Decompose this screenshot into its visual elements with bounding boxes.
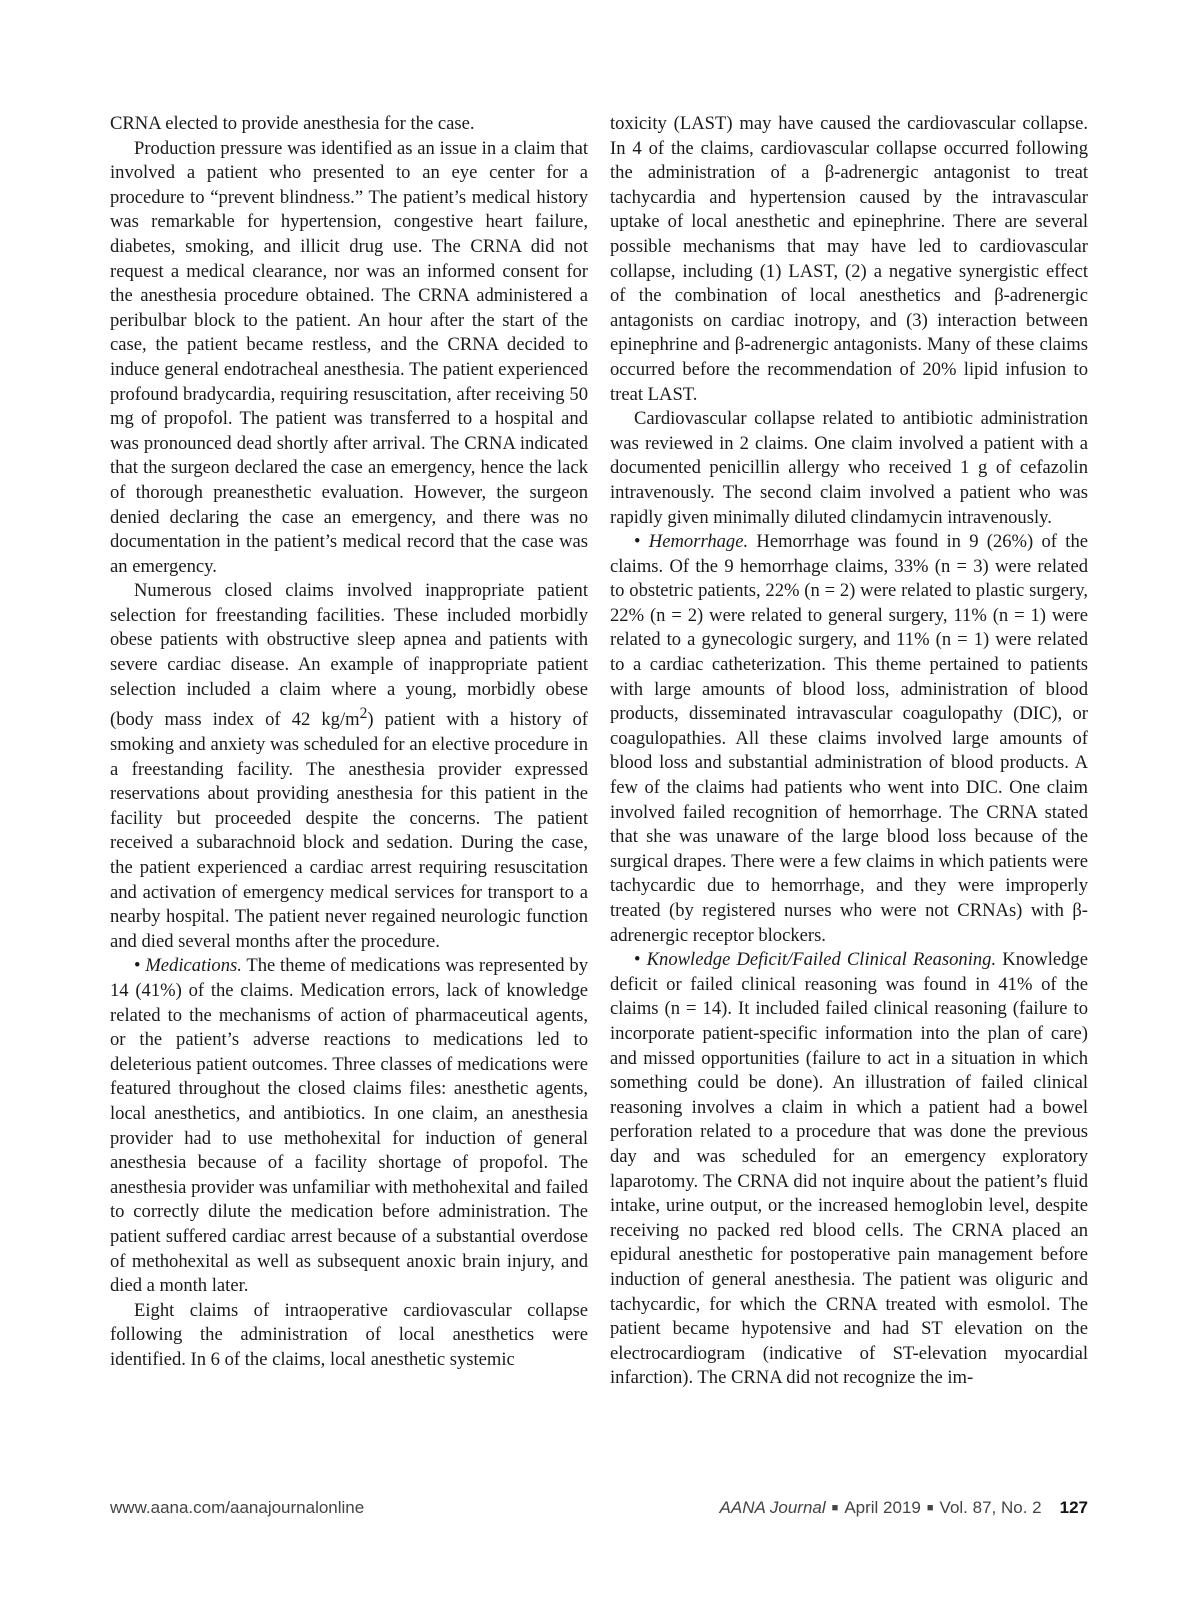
superscript: 2 [359,705,368,723]
paragraph-text: Knowledge deficit or failed clinical reasoning was found in 41% of the claims (n = 14). It included failed clinical reasoning (failure to incorporate patient-specific information into the plan of care) and missed opportunities (failure to act in a situation in which something could be done). An illustration of failed clinical reasoning involves a claim in which a patient had a bowel perforation related to a procedure that was done the previous day and was scheduled for an emergency exploratory laparotomy. The CRNA did not inquire about the patient’s fluid intake, urine output, or the increased hemoglobin level, despite receiving no packed red blood cells. The CRNA placed an epidural anesthetic for postoperative pain management before induction of general anesthesia. The patient was oliguric and tachycardic, for which the CRNA treated with esmolol. The patient became hypotensive and had ST elevation on the electrocardiogram (indicative of ST-elevation myocardial infarction). The CRNA did not recognize the im- [610,949,1088,1389]
journal-url: www.aana.com/aanajournalonline [110,1498,365,1517]
citation [720,1498,1088,1518]
section-heading: Hemorrhage. [648,531,749,553]
volume-issue: Vol. 87, No. 2 [939,1498,1042,1517]
paragraph: Production pressure was identified as an issue in a claim that involved a patient who presented to an eye center for a procedure to “prevent blindness.” The patient’s medical history was remarkable for hypertension, congestive heart failure, diabetes, smoking, and illicit drug use. The CRNA did not request a medical clearance, nor was an informed consent for the anesthesia procedure obtained. The CRNA administered a peribulbar block to the patient. An hour after the start of the case, the patient became restless, and the CRNA decided to induce general endotracheal anesthesia. The patient experienced profound bradycardia, requiring resuscitation, after receiving 50 mg of propofol. The patient was transferred to a hospital and was pronounced dead shortly after arrival. The CRNA indicated that the surgeon declared the case an emergency, hence the lack of thorough preanesthetic evaluation. However, the surgeon denied declaring the case an emergency, and there was no documentation in the patient’s medical record that the case was an emergency. [110,137,588,577]
bullet: • [634,949,647,971]
journal-name: AANA Journal [719,1498,826,1517]
paragraph-medications [110,954,588,1298]
paragraph-knowledge-deficit [610,948,1088,1391]
section-heading: Medications. [145,955,242,977]
paragraph [110,579,588,954]
paragraph-hemorrhage [610,530,1088,948]
paragraph-text: ) patient with a history of smoking and anxiety was scheduled for an elective procedure in a freestanding facility. The anesthesia provider expressed reservations about providing anesthesia for this patient in the facility but proceeded despite the concerns. The patient received a subarachnoid block and sedation. During the case, the patient experienced a cardiac arrest requiring resuscitation and activation of emergency medical services for transport to a nearby hospital. The patient never regained neurologic function and died several months after the procedure. [110,709,588,952]
bullet: • [634,531,649,553]
section-heading: Knowledge Deficit/Failed Clinical Reasoning. [646,949,997,971]
issue-date: April 2019 [844,1498,921,1517]
paragraph-text: Numerous closed claims involved inappropriate patient selection for freestanding facilities. These included morbidly obese patients with obstructive sleep apnea and patients with severe cardiac disease. An example of inappropriate patient selection included a claim where a young, morbidly obese (body mass index of 42 kg/m [110,580,588,731]
paragraph: Cardiovascular collapse related to antibiotic administration was reviewed in 2 claims. One claim involved a patient with a documented penicillin allergy who received 1 g of cefazolin intravenously. The second claim involved a patient who was rapidly given minimally diluted clindamycin intravenously. [610,408,1088,528]
paragraph-text: The theme of medications was represented by 14 (41%) of the claims. Medication errors, lack of knowledge related to the mechanisms of action of pharmaceutical agents, or the patient’s adverse reactions to medications led to deleterious patient outcomes. Three classes of medications were featured throughout the closed claims files: anesthetic agents, local anesthetics, and antibiotics. In one claim, an anesthesia provider had to use methohexital for induction of general anesthesia because of a facility shortage of propofol. The anesthesia provider was unfamiliar with methohexital and failed to correctly dilute the medication before administration. The patient suffered cardiac arrest because of a substantial overdose of methohexital as well as subsequent anoxic brain injury, and died a month later. [110,955,588,1297]
paragraph: CRNA elected to provide anesthesia for the case. [110,113,475,134]
page-number: 127 [1059,1498,1088,1517]
paragraph-text: Hemorrhage was found in 9 (26%) of the claims. Of the 9 hemorrhage claims, 33% (n = 3) were related to obstetric patients, 22% (n = 2) were related to plastic surgery, 22% (n = 2) were related to general surgery, 11% (n = 1) were related to a gynecologic surgery, and 11% (n = 1) were related to a cardiac catheterization. This theme pertained to patients with large amounts of blood loss, administration of blood products, disseminated intravascular coagulopathy (DIC), or coagulopathies. All these claims involved large amounts of blood loss and substantial administration of blood products. A few of the claims had patients who went into DIC. One claim involved failed recognition of hemorrhage. The CRNA stated that she was unaware of the large blood loss because of the surgical drapes. There were a few claims in which patients were tachycardic due to hemorrhage, and they were improperly treated (by registered nurses who were not CRNAs) with β-adrenergic receptor blockers. [610,531,1088,946]
left-column [110,112,588,1372]
separator-icon: ■ [831,1502,839,1514]
bullet: • [134,955,146,977]
separator-icon: ■ [926,1502,934,1514]
paragraph: toxicity (LAST) may have caused the cardiovascular collapse. In 4 of the claims, cardiovascular collapse occurred following the administration of a β-adrenergic antagonist to treat tachycardia and hypertension caused by the intravascular uptake of local anesthetic and epinephrine. There are several possible mechanisms that may have led to cardiovascular collapse, including (1) LAST, (2) a negative synergistic effect of the combination of local anesthetics and β-adrenergic antagonists on cardiac inotropy, and (3) interaction between epinephrine and β-adrenergic antagonists. Many of these claims occurred before the recommendation of 20% lipid infusion to treat LAST. [610,113,1088,405]
right-column [610,112,1088,1391]
page-footer [110,1498,1088,1522]
paragraph: Eight claims of intraoperative cardiovascular collapse following the administration of local anesthetics were identified. In 6 of the claims, local anesthetic systemic [110,1299,588,1370]
